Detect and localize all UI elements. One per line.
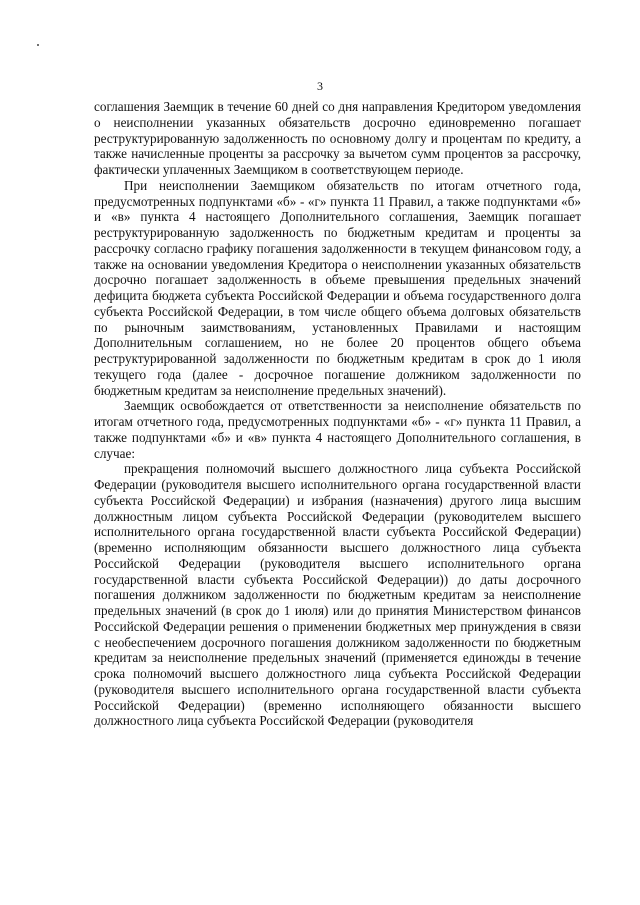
paragraph-continuation: соглашения Заемщик в течение 60 дней со дня направления Кредитором уведомления о неисполнении указанных обязательств досрочно единовременно погашает реструктурированную задолженность по основному долгу и процентам по кредиту, а также начисленные проценты за рассрочку за вычетом сумм процентов за рассрочку, фактически уплаченных Заемщиком в соответствующем периоде.	[94, 99, 581, 177]
paragraph-liability-exemption: Заемщик освобождается от ответственности за неисполнение обязательств по итогам отчетного года, предусмотренных подпунктами «б» - «г» пункта 11 Правил, а также подпунктами «б» и «в» пункта 4 настоящего Дополнительного соглашения, в случае:	[94, 398, 581, 461]
scan-speck	[37, 44, 39, 46]
paragraph-termination-of-powers: прекращения полномочий высшего должностного лица субъекта Российской Федерации (руководителя высшего исполнительного органа государственной власти субъекта Российской Федерации) и избрания (назначения) другого лица высшим должностным лицом субъекта Российской Федерации (руководителем высшего исполнительного органа государственной власти субъекта Российской Федерации) (временно исполняющим обязанности высшего должностного лица субъекта Российской Федерации (руководителя высшего исполнительного органа государственной власти субъекта Российской Федерации)) до даты досрочного погашения должником задолженности по бюджетным кредитам за неисполнение предельных значений (в срок до 1 июля) или до принятия Министерством финансов Российской Федерации решения о применении бюджетных мер принуждения в связи с необеспечением досрочного погашения должником задолженности по бюджетным кредитам за неисполнение предельных значений (применяется единожды в течение срока полномочий высшего должностного лица субъекта Российской Федерации (руководителя высшего исполнительного органа государственной власти субъекта Российской Федерации) (временно исполняющего обязанности высшего должностного лица субъекта Российской Федерации (руководителя	[94, 461, 581, 729]
document-body	[94, 99, 581, 729]
page-number: 3	[317, 79, 323, 93]
paragraph-early-repayment: При неисполнении Заемщиком обязательств по итогам отчетного года, предусмотренных подпунктами «б» - «г» пункта 11 Правил, а также подпунктами «б» и «в» пункта 4 настоящего Дополнительного соглашения, Заемщик погашает реструктурированную задолженность по бюджетным кредитам и проценты за рассрочку согласно графику погашения задолженности в текущем финансовом году, а также на основании уведомления Кредитора о неисполнении указанных обязательств досрочно погашает задолженность в объеме превышения предельных значений дефицита бюджета субъекта Российской Федерации и объема государственного долга субъекта Российской Федерации, в том числе общего объема долговых обязательств по рыночным заимствованиям, установленных Правилами и настоящим Дополнительным соглашением, но не более 20 процентов общего объема реструктурированной задолженности по бюджетным кредитам в срок до 1 июля текущего года (далее - досрочное погашение должником задолженности по бюджетным кредитам за неисполнение предельных значений).	[94, 177, 581, 398]
